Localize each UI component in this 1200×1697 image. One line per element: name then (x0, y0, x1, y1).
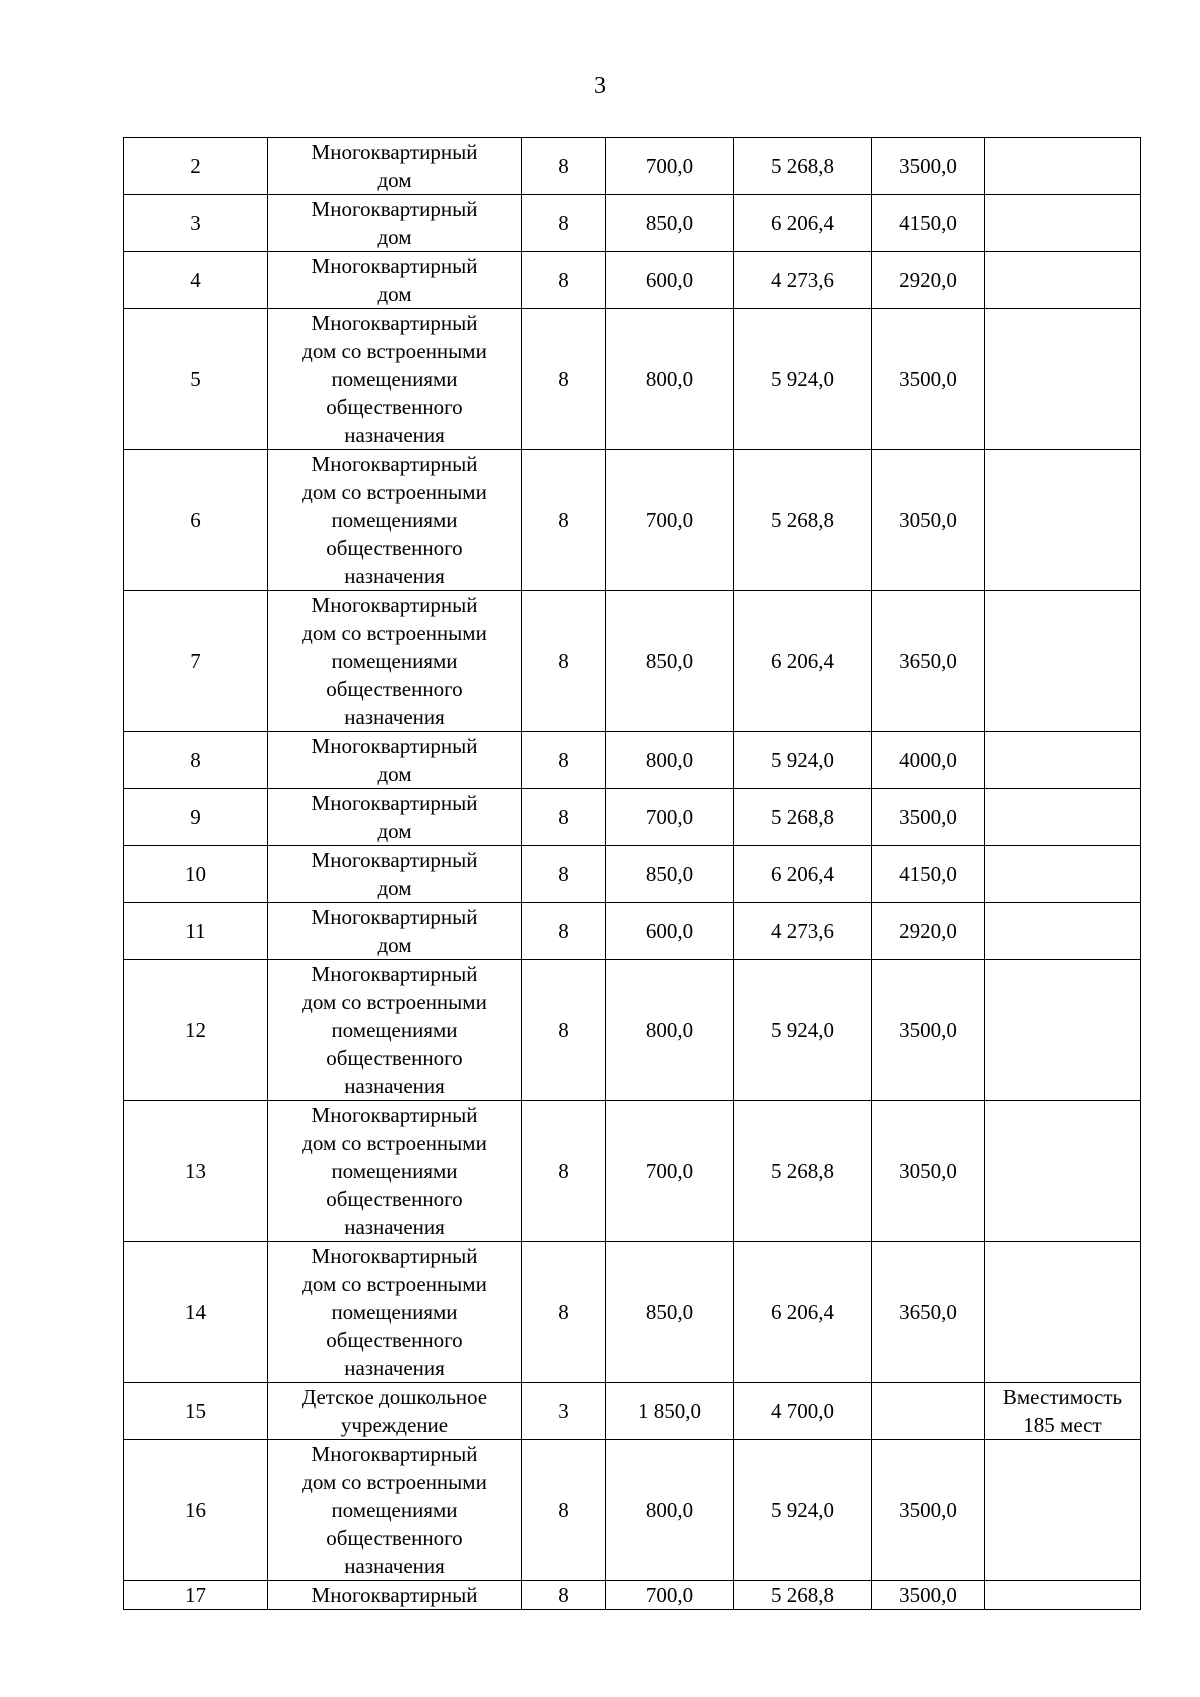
cell-area: 1 850,0 (606, 1383, 734, 1440)
cell-number: 7 (124, 591, 268, 732)
cell-number: 8 (124, 732, 268, 789)
cell-floors: 8 (522, 195, 606, 252)
cell-living: 3050,0 (872, 1101, 985, 1242)
table-row (124, 1101, 1141, 1242)
table-row (124, 252, 1141, 309)
cell-name: Многоквартирный дом (268, 789, 522, 846)
cell-living: 2920,0 (872, 252, 985, 309)
cell-note (985, 732, 1141, 789)
cell-name: Многоквартирный дом (268, 138, 522, 195)
cell-name: Многоквартирный дом со встроенными помещениями общественного назначения (268, 1101, 522, 1242)
table-row (124, 903, 1141, 960)
cell-note (985, 252, 1141, 309)
cell-floors: 8 (522, 1440, 606, 1581)
cell-area: 850,0 (606, 195, 734, 252)
page-number: 3 (594, 73, 606, 99)
cell-name: Детское дошкольное учреждение (268, 1383, 522, 1440)
cell-floors: 8 (522, 591, 606, 732)
cell-total: 6 206,4 (734, 591, 872, 732)
cell-area: 700,0 (606, 1581, 734, 1610)
table-row (124, 789, 1141, 846)
cell-total: 5 924,0 (734, 960, 872, 1101)
cell-total: 5 268,8 (734, 789, 872, 846)
table-row (124, 195, 1141, 252)
cell-area: 800,0 (606, 732, 734, 789)
cell-floors: 8 (522, 846, 606, 903)
cell-note (985, 789, 1141, 846)
cell-living: 3050,0 (872, 450, 985, 591)
table-row (124, 450, 1141, 591)
cell-name: Многоквартирный дом со встроенными помещениями общественного назначения (268, 960, 522, 1101)
cell-floors: 8 (522, 903, 606, 960)
cell-number: 14 (124, 1242, 268, 1383)
cell-living: 3650,0 (872, 1242, 985, 1383)
cell-area: 800,0 (606, 960, 734, 1101)
cell-total: 6 206,4 (734, 846, 872, 903)
cell-note (985, 846, 1141, 903)
cell-name: Многоквартирный дом со встроенными помещениями общественного назначения (268, 450, 522, 591)
cell-number: 10 (124, 846, 268, 903)
cell-total: 6 206,4 (734, 195, 872, 252)
cell-total: 5 924,0 (734, 732, 872, 789)
cell-name: Многоквартирный дом со встроенными помещениями общественного назначения (268, 591, 522, 732)
cell-area: 700,0 (606, 138, 734, 195)
cell-living: 3500,0 (872, 1581, 985, 1610)
cell-name: Многоквартирный дом со встроенными помещениями общественного назначения (268, 309, 522, 450)
cell-floors: 8 (522, 138, 606, 195)
cell-floors: 8 (522, 1581, 606, 1610)
cell-note (985, 138, 1141, 195)
cell-number: 5 (124, 309, 268, 450)
cell-area: 850,0 (606, 846, 734, 903)
cell-living: 3650,0 (872, 591, 985, 732)
cell-living: 3500,0 (872, 1440, 985, 1581)
cell-living: 4150,0 (872, 195, 985, 252)
cell-area: 850,0 (606, 591, 734, 732)
cell-total: 5 268,8 (734, 450, 872, 591)
cell-floors: 8 (522, 960, 606, 1101)
cell-living: 3500,0 (872, 309, 985, 450)
cell-number: 16 (124, 1440, 268, 1581)
cell-note (985, 1440, 1141, 1581)
cell-living: 4150,0 (872, 846, 985, 903)
cell-total: 6 206,4 (734, 1242, 872, 1383)
cell-note (985, 450, 1141, 591)
cell-number: 3 (124, 195, 268, 252)
table-row (124, 960, 1141, 1101)
cell-floors: 8 (522, 309, 606, 450)
cell-floors: 8 (522, 252, 606, 309)
cell-total: 4 700,0 (734, 1383, 872, 1440)
cell-note (985, 1101, 1141, 1242)
table-row (124, 138, 1141, 195)
cell-name: Многоквартирный (268, 1581, 522, 1610)
cell-name: Многоквартирный дом со встроенными помещениями общественного назначения (268, 1440, 522, 1581)
cell-area: 800,0 (606, 1440, 734, 1581)
cell-total: 5 268,8 (734, 138, 872, 195)
cell-area: 600,0 (606, 903, 734, 960)
cell-area: 800,0 (606, 309, 734, 450)
cell-note: Вместимость 185 мест (985, 1383, 1141, 1440)
cell-number: 6 (124, 450, 268, 591)
cell-area: 600,0 (606, 252, 734, 309)
cell-total: 4 273,6 (734, 252, 872, 309)
table-row (124, 1440, 1141, 1581)
cell-total: 4 273,6 (734, 903, 872, 960)
cell-number: 13 (124, 1101, 268, 1242)
cell-total: 5 268,8 (734, 1581, 872, 1610)
cell-living (872, 1383, 985, 1440)
cell-living: 4000,0 (872, 732, 985, 789)
cell-living: 3500,0 (872, 138, 985, 195)
table-row (124, 846, 1141, 903)
cell-number: 12 (124, 960, 268, 1101)
cell-floors: 8 (522, 789, 606, 846)
cell-name: Многоквартирный дом (268, 252, 522, 309)
cell-name: Многоквартирный дом со встроенными помещениями общественного назначения (268, 1242, 522, 1383)
cell-number: 11 (124, 903, 268, 960)
cell-total: 5 268,8 (734, 1101, 872, 1242)
cell-name: Многоквартирный дом (268, 903, 522, 960)
cell-number: 2 (124, 138, 268, 195)
cell-floors: 8 (522, 732, 606, 789)
cell-living: 3500,0 (872, 960, 985, 1101)
cell-floors: 8 (522, 1242, 606, 1383)
cell-name: Многоквартирный дом (268, 732, 522, 789)
cell-note (985, 960, 1141, 1101)
cell-number: 4 (124, 252, 268, 309)
cell-number: 15 (124, 1383, 268, 1440)
cell-living: 2920,0 (872, 903, 985, 960)
cell-name: Многоквартирный дом (268, 195, 522, 252)
cell-note (985, 1581, 1141, 1610)
cell-name: Многоквартирный дом (268, 846, 522, 903)
cell-floors: 8 (522, 450, 606, 591)
cell-note (985, 309, 1141, 450)
cell-total: 5 924,0 (734, 309, 872, 450)
cell-floors: 8 (522, 1101, 606, 1242)
cell-area: 700,0 (606, 789, 734, 846)
cell-floors: 3 (522, 1383, 606, 1440)
cell-number: 9 (124, 789, 268, 846)
table-row (124, 732, 1141, 789)
cell-area: 700,0 (606, 450, 734, 591)
cell-living: 3500,0 (872, 789, 985, 846)
buildings-table (123, 137, 1141, 1610)
table-row (124, 1242, 1141, 1383)
table-row (124, 1383, 1141, 1440)
cell-note (985, 195, 1141, 252)
cell-area: 850,0 (606, 1242, 734, 1383)
cell-number: 17 (124, 1581, 268, 1610)
cell-note (985, 591, 1141, 732)
table-row (124, 309, 1141, 450)
table-row (124, 1581, 1141, 1610)
table-row (124, 591, 1141, 732)
cell-note (985, 1242, 1141, 1383)
cell-total: 5 924,0 (734, 1440, 872, 1581)
cell-note (985, 903, 1141, 960)
cell-area: 700,0 (606, 1101, 734, 1242)
